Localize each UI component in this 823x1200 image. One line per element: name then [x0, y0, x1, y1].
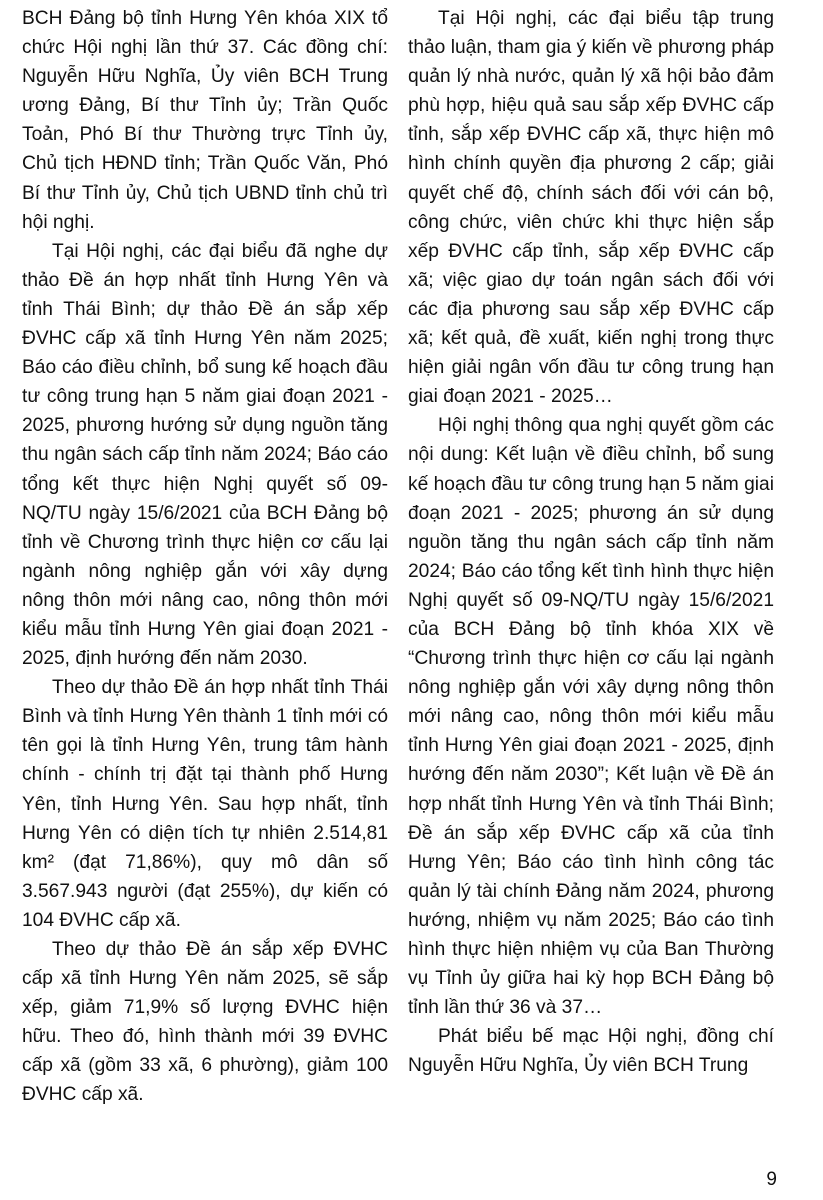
paragraph: Theo dự thảo Đề án hợp nhất tỉnh Thái Bình và tỉnh Hưng Yên thành 1 tỉnh mới có tên gọi là tỉnh Hưng Yên, trung tâm hành chính - chính trị đặt tại thành phố Hưng Yên, tỉnh Hưng Yên. Sau hợp nhất, tỉnh Hưng Yên có diện tích tự nhiên 2.514,81 km² (đạt 71,86%), quy mô dân số 3.567.943 người (đạt 255%), dự kiến có 104 ĐVHC cấp xã. [22, 677, 388, 931]
paragraph: Hội nghị thông qua nghị quyết gồm các nội dung: Kết luận về điều chỉnh, bổ sung kế hoạch đầu tư công trung hạn 5 năm giai đoạn 2021 - 2025; phương án sử dụng nguồn tăng thu ngân sách cấp tỉnh năm 2024; Báo cáo tổng kết tình hình thực hiện Nghị quyết số 09-NQ/TU ngày 15/6/2021 của BCH Đảng bộ tỉnh khóa XIX về “Chương trình thực hiện cơ cấu lại ngành nông nghiệp gắn với xây dựng nông thôn mới nâng cao, nông thôn mới kiểu mẫu tỉnh Hưng Yên giai đoạn 2021 - 2025, định hướng đến năm 2030”; Kết luận về Đề án hợp nhất tỉnh Hưng Yên và tỉnh Thái Bình; Đề án sắp xếp ĐVHC cấp xã của tỉnh Hưng Yên; Báo cáo tình hình công tác quản lý tài chính Đảng năm 2024, phương hướng, nhiệm vụ năm 2025; Báo cáo tình hình thực hiện nhiệm vụ của Ban Thường vụ Tỉnh ủy giữa hai kỳ họp BCH Đảng bộ tỉnh lần thứ 36 và 37… [408, 415, 774, 1019]
right-column [408, 4, 774, 1080]
left-column [22, 4, 388, 1110]
paragraph: Tại Hội nghị, các đại biểu tập trung thảo luận, tham gia ý kiến về phương pháp quản lý nhà nước, quản lý xã hội bảo đảm phù hợp, hiệu quả sau sắp xếp ĐVHC cấp tỉnh, sắp xếp ĐVHC cấp xã, thực hiện mô hình chính quyền địa phương 2 cấp; giải quyết chế độ, chính sách đối với cán bộ, công chức, viên chức khi thực hiện sắp xếp ĐVHC cấp tỉnh, sắp xếp ĐVHC cấp xã; việc giao dự toán ngân sách đối với các địa phương sau sắp xếp ĐVHC cấp xã; kết quả, đề xuất, kiến nghị trong thực hiện giải ngân vốn đầu tư công trung hạn giai đoạn 2021 - 2025… [408, 8, 774, 408]
paragraph: Tại Hội nghị, các đại biểu đã nghe dự thảo Đề án hợp nhất tỉnh Hưng Yên và tỉnh Thái Bình; dự thảo Đề án sắp xếp ĐVHC cấp xã tỉnh Hưng Yên năm 2025; Báo cáo điều chỉnh, bổ sung kế hoạch đầu tư công trung hạn 5 năm giai đoạn 2021 - 2025, phương hướng sử dụng nguồn tăng thu ngân sách cấp tỉnh năm 2024; Báo cáo tổng kết thực hiện Nghị quyết số 09-NQ/TU ngày 15/6/2021 của BCH Đảng bộ tỉnh về Chương trình thực hiện cơ cấu lại ngành nông nghiệp gắn với xây dựng nông thôn mới nâng cao, nông thôn mới kiểu mẫu tỉnh Hưng Yên giai đoạn 2021 - 2025, định hướng đến năm 2030. [22, 240, 388, 670]
paragraph: Theo dự thảo Đề án sắp xếp ĐVHC cấp xã tỉnh Hưng Yên năm 2025, sẽ sắp xếp, giảm 71,9% số lượng ĐVHC hiện hữu. Theo đó, hình thành mới 39 ĐVHC cấp xã (gồm 33 xã, 6 phường), giảm 100 ĐVHC cấp xã. [22, 939, 388, 1106]
page-number: 9 [766, 1169, 777, 1190]
paragraph: BCH Đảng bộ tỉnh Hưng Yên khóa XIX tổ chức Hội nghị lần thứ 37. Các đồng chí: Nguyễn Hữu Nghĩa, Ủy viên BCH Trung ương Đảng, Bí thư Tỉnh ủy; Trần Quốc Toản, Phó Bí thư Thường trực Tỉnh ủy, Chủ tịch HĐND tỉnh; Trần Quốc Văn, Phó Bí thư Tỉnh ủy, Chủ tịch UBND tỉnh chủ trì hội nghị. [22, 8, 388, 233]
paragraph: Phát biểu bế mạc Hội nghị, đồng chí Nguyễn Hữu Nghĩa, Ủy viên BCH Trung [408, 1026, 774, 1077]
